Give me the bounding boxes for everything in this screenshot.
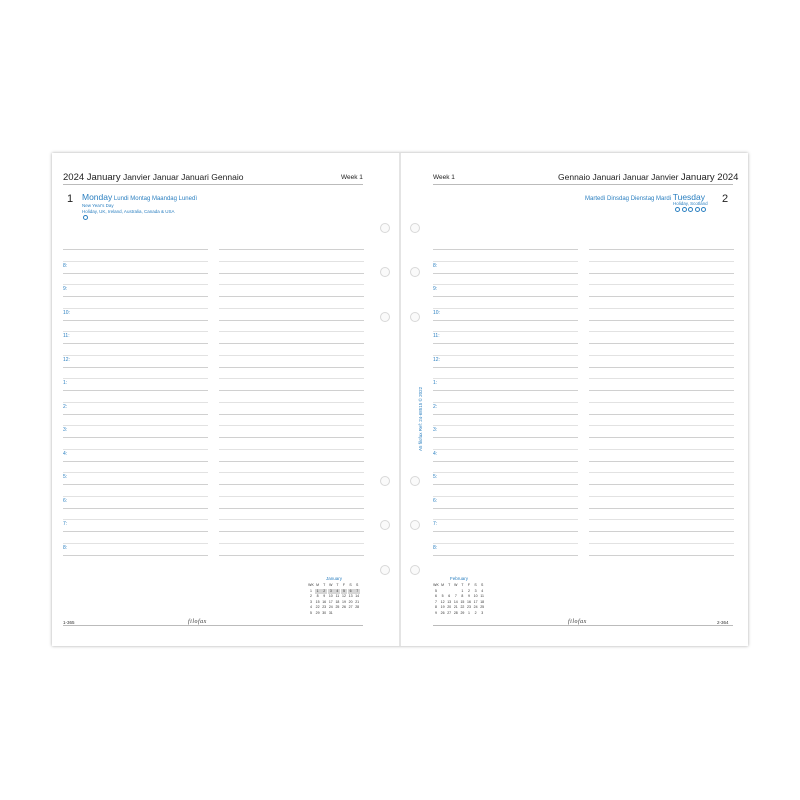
writing-rule: [433, 249, 578, 250]
half-hour-rule: [589, 496, 734, 497]
left-day-name: [82, 192, 197, 202]
calendar-day: 11: [480, 594, 484, 599]
binder-hole: [410, 267, 420, 277]
hour-label: 8:: [63, 544, 68, 551]
hour-label: 10:: [433, 309, 440, 316]
writing-rule: [433, 320, 578, 321]
hour-label: 12:: [63, 356, 70, 363]
calendar-day: 17: [473, 599, 478, 604]
binder-hole: [410, 312, 420, 322]
calendar-day: 21: [453, 605, 458, 610]
left-day-number: 1: [67, 193, 74, 205]
writing-rule: [219, 437, 364, 438]
half-hour-rule: [63, 472, 208, 473]
half-hour-rule: [219, 425, 364, 426]
calendar-day: 17: [328, 599, 333, 604]
mini-calendar-january: [308, 576, 366, 621]
half-hour-rule: [63, 496, 208, 497]
calendar-weekday-header: T: [461, 583, 464, 587]
hour-label: 7:: [433, 521, 438, 527]
binder-hole: [380, 520, 390, 530]
calendar-weekday-header: M: [316, 583, 320, 587]
hour-label: 2:: [63, 403, 68, 410]
calendar-day: 4: [334, 589, 340, 594]
calendar-day: 1: [468, 611, 470, 615]
calendar-weekday-header: S: [481, 583, 484, 587]
calendar-day: 25: [480, 605, 485, 610]
binder-hole: [410, 565, 420, 575]
calendar-day: 7: [354, 589, 360, 594]
calendar-day: 9: [323, 594, 326, 599]
half-hour-rule: [63, 284, 208, 285]
calendar-weekday-header: W: [454, 583, 458, 587]
hour-label: 9:: [63, 286, 68, 292]
half-hour-rule: [63, 378, 208, 379]
right-page: [401, 153, 748, 646]
calendar-day: 10: [328, 594, 333, 599]
hour-label: 3:: [63, 427, 68, 433]
right-footer-rule: [433, 625, 733, 626]
left-week-label: Week 1: [341, 174, 363, 181]
left-header-year-month: 2024 January: [63, 172, 121, 183]
writing-rule: [219, 484, 364, 485]
left-footer-rule: [63, 625, 363, 626]
left-brand-logo: filofax: [188, 619, 207, 625]
writing-rule: [589, 320, 734, 321]
writing-rule: [219, 320, 364, 321]
half-hour-rule: [433, 378, 578, 379]
hour-label: 6:: [433, 497, 438, 504]
writing-rule: [433, 531, 578, 532]
writing-rule: [219, 531, 364, 532]
writing-rule: [589, 484, 734, 485]
calendar-day: 4: [481, 588, 484, 593]
writing-rule: [589, 343, 734, 344]
calendar-weekday-header: M: [441, 583, 445, 587]
writing-rule: [433, 484, 578, 485]
left-header-rule: [63, 184, 363, 185]
calendar-day: 19: [440, 605, 445, 610]
moon-phase-icon: [695, 207, 700, 212]
half-hour-rule: [433, 472, 578, 473]
calendar-day: 14: [453, 599, 458, 604]
writing-rule: [433, 273, 578, 274]
writing-rule: [63, 508, 208, 509]
calendar-day: 1: [315, 589, 321, 594]
calendar-day: 11: [335, 594, 340, 599]
hour-label: 8:: [433, 544, 438, 551]
calendar-day: 23: [322, 605, 327, 610]
half-hour-rule: [219, 261, 364, 262]
writing-rule: [433, 367, 578, 368]
half-hour-rule: [433, 496, 578, 497]
calendar-day: 2: [474, 611, 477, 615]
calendar-day: 2: [321, 589, 327, 594]
calendar-day: 15: [460, 599, 465, 604]
half-hour-rule: [433, 308, 578, 309]
right-holiday-note: Holiday, Scotland: [673, 201, 708, 206]
writing-rule: [589, 367, 734, 368]
calendar-day: 14: [355, 594, 360, 599]
calendar-day: 21: [355, 599, 360, 604]
calendar-day: 3: [474, 588, 477, 593]
calendar-day: 27: [447, 611, 452, 615]
writing-rule: [219, 367, 364, 368]
half-hour-rule: [219, 355, 364, 356]
binder-hole: [410, 520, 420, 530]
calendar-weekday-header: T: [448, 583, 451, 587]
calendar-day: 16: [322, 599, 327, 604]
writing-rule: [433, 343, 578, 344]
writing-rule: [219, 461, 364, 462]
calendar-day: 5: [441, 594, 444, 599]
writing-rule: [589, 296, 734, 297]
hour-label: 8:: [63, 262, 68, 269]
half-hour-rule: [433, 449, 578, 450]
half-hour-rule: [219, 308, 364, 309]
writing-rule: [219, 555, 364, 556]
moon-phase-icon: [83, 215, 88, 220]
calendar-day: 12: [342, 594, 346, 599]
half-hour-rule: [219, 519, 364, 520]
writing-rule: [589, 461, 734, 462]
calendar-day: 18: [480, 599, 485, 604]
writing-rule: [63, 273, 208, 274]
binder-hole: [380, 476, 390, 486]
hour-label: 11:: [433, 333, 440, 339]
writing-rule: [219, 414, 364, 415]
calendar-day: 25: [335, 605, 340, 610]
writing-rule: [63, 414, 208, 415]
writing-rule: [589, 531, 734, 532]
calendar-day: 5: [341, 589, 347, 594]
half-hour-rule: [63, 449, 208, 450]
spine-reference-label: A5 filofax Ref: 24-68515 © 2022: [418, 386, 423, 451]
half-hour-rule: [63, 308, 208, 309]
right-day-name-main: Tuesday: [672, 192, 706, 202]
calendar-day: 20: [447, 605, 452, 610]
left-day-name-main: Monday: [82, 192, 113, 202]
hour-label: 3:: [433, 427, 438, 433]
half-hour-rule: [219, 543, 364, 544]
calendar-weekday-header: WK: [433, 583, 439, 587]
half-hour-rule: [589, 402, 734, 403]
half-hour-rule: [433, 261, 578, 262]
half-hour-rule: [63, 402, 208, 403]
writing-rule: [589, 249, 734, 250]
half-hour-rule: [433, 402, 578, 403]
calendar-day: 20: [348, 599, 353, 604]
calendar-day: 26: [342, 605, 346, 610]
half-hour-rule: [63, 355, 208, 356]
writing-rule: [63, 390, 208, 391]
calendar-weekday-header: F: [467, 583, 471, 587]
writing-rule: [219, 296, 364, 297]
writing-rule: [63, 461, 208, 462]
calendar-weekday-header: S: [474, 583, 477, 587]
calendar-weekday-header: T: [323, 583, 326, 587]
calendar-day: 18: [335, 599, 340, 604]
writing-rule: [63, 367, 208, 368]
calendar-day: 9: [468, 594, 470, 599]
half-hour-rule: [433, 543, 578, 544]
calendar-day: 29: [460, 611, 465, 615]
writing-rule: [219, 390, 364, 391]
calendar-week-number: 6: [435, 594, 437, 599]
calendar-week-number: 3: [310, 599, 312, 604]
half-hour-rule: [589, 519, 734, 520]
calendar-day: 29: [315, 611, 320, 615]
hour-label: 5:: [433, 474, 438, 480]
half-hour-rule: [219, 449, 364, 450]
moon-phase-row: [675, 207, 706, 212]
calendar-february-title: February: [450, 576, 469, 581]
half-hour-rule: [589, 261, 734, 262]
half-hour-rule: [589, 308, 734, 309]
moon-phase-icon: [675, 207, 680, 212]
writing-rule: [63, 296, 208, 297]
writing-rule: [589, 414, 734, 415]
binder-hole: [380, 565, 390, 575]
right-header-translations: Gennaio Januari Januar Janvier: [558, 172, 679, 182]
half-hour-rule: [589, 543, 734, 544]
writing-rule: [589, 508, 734, 509]
calendar-day: 8: [461, 594, 464, 599]
hour-label: 1:: [433, 380, 438, 386]
half-hour-rule: [589, 331, 734, 332]
calendar-day: 6: [348, 589, 354, 594]
half-hour-rule: [219, 378, 364, 379]
writing-rule: [63, 249, 208, 250]
writing-rule: [433, 461, 578, 462]
calendar-day: 7: [454, 594, 457, 599]
writing-rule: [433, 414, 578, 415]
moon-phase-icon: [682, 207, 687, 212]
calendar-day: 6: [448, 594, 451, 599]
calendar-day: 24: [473, 605, 478, 610]
calendar-day: 28: [355, 605, 360, 610]
hour-label: 1:: [63, 380, 68, 386]
calendar-week-number: 9: [435, 611, 437, 615]
planner-spread: [52, 153, 748, 646]
calendar-day: 13: [348, 594, 353, 599]
writing-rule: [219, 249, 364, 250]
writing-rule: [589, 273, 734, 274]
calendar-week-number: 8: [435, 605, 437, 610]
writing-rule: [63, 320, 208, 321]
calendar-day: 12: [440, 599, 445, 604]
binder-hole: [410, 223, 420, 233]
calendar-day: 13: [447, 599, 452, 604]
calendar-weekday-header: WK: [308, 583, 314, 587]
calendar-day: 31: [328, 611, 333, 615]
writing-rule: [589, 390, 734, 391]
writing-rule: [433, 390, 578, 391]
binder-hole: [380, 223, 390, 233]
right-header-title: [558, 172, 738, 183]
half-hour-rule: [433, 355, 578, 356]
hour-label: 7:: [63, 521, 68, 527]
half-hour-rule: [433, 331, 578, 332]
calendar-day: 15: [315, 599, 320, 604]
left-header-translations: Janvier Januar Januari Gennaio: [122, 172, 244, 182]
half-hour-rule: [63, 543, 208, 544]
calendar-day: 22: [460, 605, 465, 610]
left-header-title: [63, 172, 243, 183]
calendar-week-number: 2: [310, 594, 312, 599]
hour-label: 4:: [433, 450, 438, 457]
calendar-weekday-header: S: [349, 583, 352, 587]
half-hour-rule: [589, 425, 734, 426]
writing-rule: [219, 273, 364, 274]
writing-rule: [63, 531, 208, 532]
calendar-week-number: 7: [435, 599, 437, 604]
writing-rule: [433, 437, 578, 438]
calendar-day: 27: [348, 605, 353, 610]
calendar-day: 26: [440, 611, 445, 615]
calendar-week-number: 5: [310, 611, 312, 615]
half-hour-rule: [589, 284, 734, 285]
writing-rule: [589, 555, 734, 556]
half-hour-rule: [63, 519, 208, 520]
left-page: [52, 153, 399, 646]
right-week-label: Week 1: [433, 174, 455, 181]
calendar-weekday-header: S: [356, 583, 359, 587]
calendar-day: 22: [315, 605, 320, 610]
hour-label: 11:: [63, 333, 70, 339]
calendar-week-number: 5: [435, 588, 437, 593]
binder-hole: [380, 312, 390, 322]
calendar-day: 24: [328, 605, 333, 610]
calendar-day: 8: [316, 594, 319, 599]
half-hour-rule: [219, 331, 364, 332]
right-header-rule: [433, 184, 733, 185]
calendar-day: 23: [467, 605, 471, 610]
calendar-day: 3: [481, 611, 484, 615]
hour-label: 2:: [433, 403, 438, 410]
left-holiday-note: Holiday, UK, Ireland, Australia, Canada & USA: [82, 209, 175, 214]
writing-rule: [63, 343, 208, 344]
calendar-week-number: 4: [310, 605, 312, 610]
left-page-number: 1-365: [63, 620, 75, 625]
right-header-year-month: January 2024: [680, 172, 739, 183]
hour-label: 8:: [433, 262, 438, 269]
half-hour-rule: [589, 472, 734, 473]
calendar-day: 30: [322, 611, 327, 615]
half-hour-rule: [219, 472, 364, 473]
right-page-number: 2-364: [717, 620, 729, 625]
calendar-weekday-header: T: [336, 583, 339, 587]
calendar-day: 16: [467, 599, 471, 604]
calendar-day: 1: [461, 588, 464, 593]
left-holiday-name: New Year's Day: [82, 203, 114, 208]
right-day-translations: Martedì Dinsdag Dienstag Mardi: [585, 196, 672, 202]
half-hour-rule: [433, 519, 578, 520]
writing-rule: [63, 555, 208, 556]
right-brand-logo: filofax: [568, 619, 587, 625]
moon-phase-icon: [701, 207, 706, 212]
half-hour-rule: [589, 355, 734, 356]
spine-reference-text: [410, 361, 423, 451]
writing-rule: [433, 508, 578, 509]
half-hour-rule: [219, 284, 364, 285]
writing-rule: [63, 484, 208, 485]
calendar-day: 3: [328, 589, 334, 594]
hour-label: 4:: [63, 450, 68, 457]
half-hour-rule: [63, 425, 208, 426]
moon-phase-icon: [688, 207, 693, 212]
calendar-weekday-header: W: [329, 583, 333, 587]
calendar-week-number: 1: [310, 588, 312, 593]
calendar-day: 10: [473, 594, 478, 599]
half-hour-rule: [63, 331, 208, 332]
hour-label: 9:: [433, 286, 438, 292]
mini-calendar-february: [433, 576, 491, 621]
calendar-day: 19: [342, 599, 346, 604]
writing-rule: [63, 437, 208, 438]
half-hour-rule: [219, 402, 364, 403]
half-hour-rule: [219, 496, 364, 497]
writing-rule: [433, 555, 578, 556]
right-day-number: 2: [722, 193, 729, 205]
hour-label: 6:: [63, 497, 68, 504]
writing-rule: [589, 437, 734, 438]
half-hour-rule: [63, 261, 208, 262]
hour-label: 10:: [63, 309, 70, 316]
writing-rule: [219, 343, 364, 344]
hour-label: 5:: [63, 474, 68, 480]
half-hour-rule: [589, 449, 734, 450]
calendar-day: 2: [468, 588, 470, 593]
calendar-day: 28: [453, 611, 458, 615]
binder-hole: [380, 267, 390, 277]
calendar-weekday-header: F: [342, 583, 346, 587]
left-day-translations: Lundi Montag Maandag Lunedì: [113, 196, 197, 202]
writing-rule: [433, 296, 578, 297]
half-hour-rule: [589, 378, 734, 379]
calendar-january-title: January: [326, 576, 343, 581]
half-hour-rule: [433, 284, 578, 285]
hour-label: 12:: [433, 356, 440, 363]
binder-hole: [410, 476, 420, 486]
half-hour-rule: [433, 425, 578, 426]
writing-rule: [219, 508, 364, 509]
